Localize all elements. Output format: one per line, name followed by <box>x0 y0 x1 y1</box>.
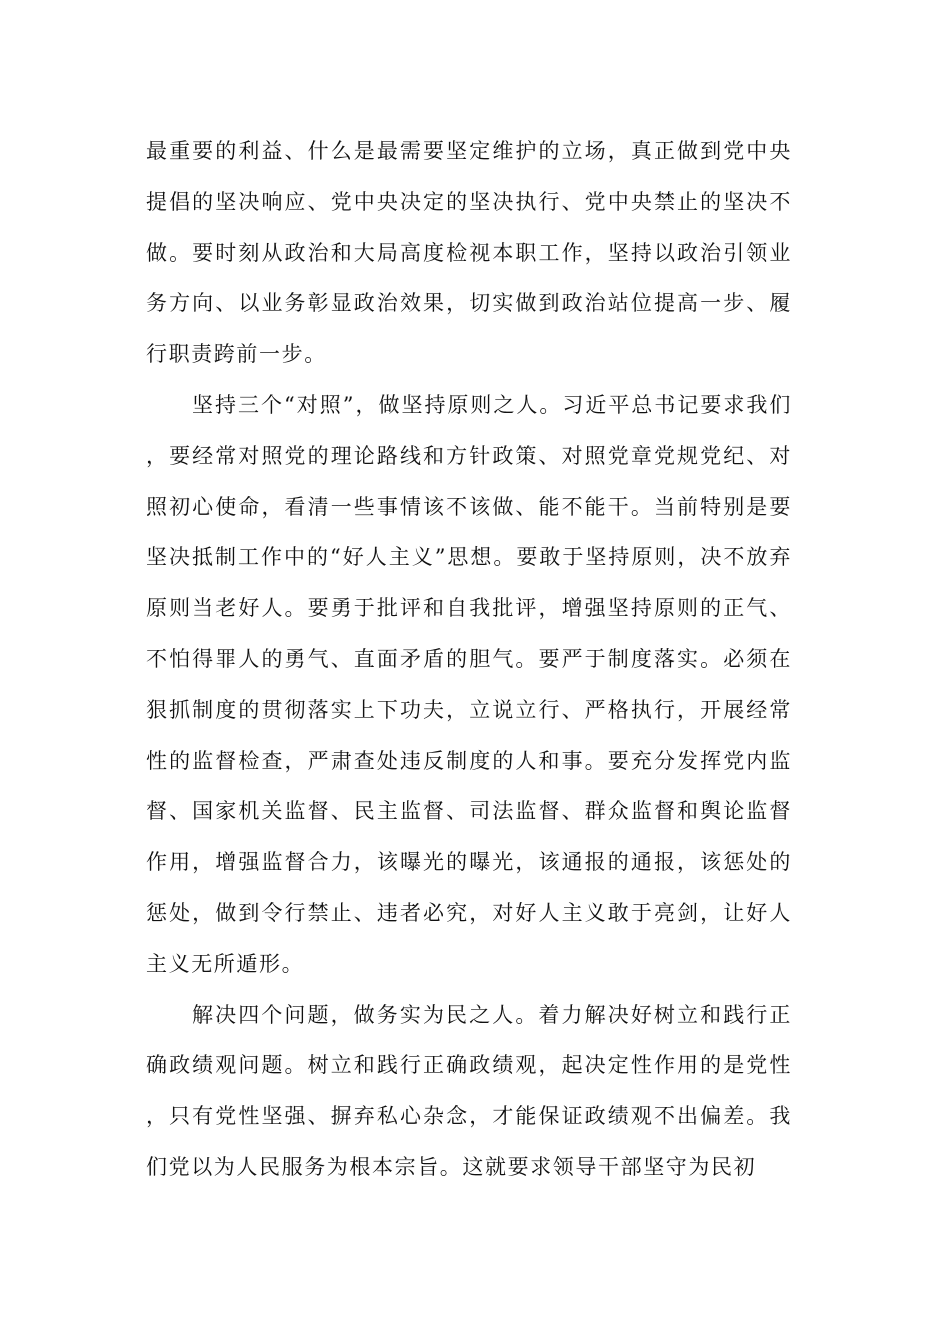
paragraph-1: 最重要的利益、什么是最需要坚定维护的立场，真正做到党中央提倡的坚决响应、党中央决定的坚决执行、党中央禁止的坚决不做。要时刻从政治和大局高度检视本职工作，坚持以政治引领业务方向、以业务彰显政治效果，切实做到政治站位提高一步、履行职责跨前一步。 <box>146 139 792 367</box>
paragraph-3: 解决四个问题，做务实为民之人。着力解决好树立和践行正确政绩观问题。树立和践行正确政绩观，起决定性作用的是党性，只有党性坚强、摒弃私心杂念，才能保证政绩观不出偏差。我们党以为人民服务为根本宗旨。这就要求领导干部坚守为民初 <box>146 1002 792 1179</box>
document-body <box>146 126 792 1193</box>
paragraph-2: 坚持三个“对照”，做坚持原则之人。习近平总书记要求我们，要经常对照党的理论路线和方针政策、对照党章党规党纪、对照初心使命，看清一些事情该不该做、能不能干。当前特别是要坚决抵制工作中的“好人主义”思想。要敢于坚持原则，决不放弃原则当老好人。要勇于批评和自我批评，增强坚持原则的正气、不怕得罪人的勇气、直面矛盾的胆气。要严于制度落实。必须在狠抓制度的贯彻落实上下功夫，立说立行、严格执行，开展经常性的监督检查，严肃查处违反制度的人和事。要充分发挥党内监督、国家机关监督、民主监督、司法监督、群众监督和舆论监督作用，增强监督合力，该曝光的曝光，该通报的通报，该惩处的惩处，做到令行禁止、违者必究，对好人主义敢于亮剑，让好人主义无所遁形。 <box>146 392 792 976</box>
